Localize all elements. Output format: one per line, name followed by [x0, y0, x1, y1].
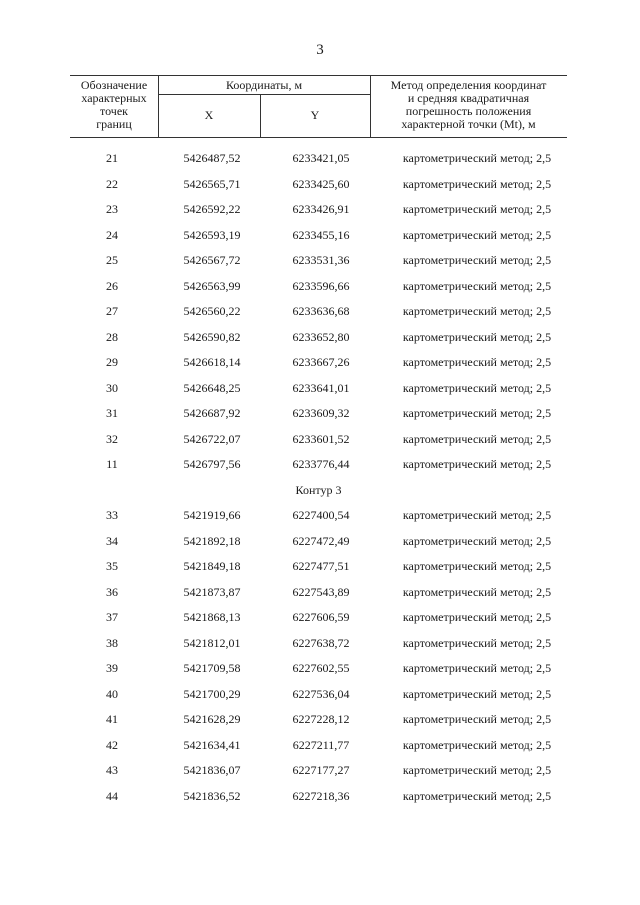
point-id: 31 [106, 406, 118, 420]
table-row [70, 733, 567, 759]
table-row [70, 248, 567, 274]
point-id: 26 [106, 278, 118, 293]
point-id: 22 [106, 176, 118, 191]
point-id: 44 [106, 788, 118, 803]
coord-x: 5426648,25 [183, 380, 241, 395]
method-cell: картометрический метод; 2,5 [402, 151, 552, 165]
coord-y: 6233609,32 [292, 406, 350, 420]
table-row [70, 197, 567, 223]
point-id: 37 [106, 610, 118, 624]
method-cell: картометрический метод; 2,5 [402, 661, 552, 675]
coord-y: 6233455,16 [292, 227, 350, 242]
point-id: 42 [106, 737, 118, 752]
point-id: 33 [106, 508, 118, 522]
coord-y: 6227218,36 [292, 788, 350, 803]
coord-y: 6233636,68 [292, 304, 350, 318]
coord-y: 6227536,04 [292, 686, 350, 701]
method-cell: картометрический метод; 2,5 [402, 533, 552, 548]
coord-y: 6233596,66 [292, 278, 350, 293]
coord-x: 5426722,07 [183, 431, 241, 446]
method-cell: картометрический метод; 2,5 [402, 380, 552, 395]
coord-y: 6227177,27 [292, 763, 350, 777]
table-row [70, 350, 567, 376]
point-id: 11 [106, 457, 118, 471]
coord-x: 5421868,13 [183, 610, 241, 624]
coord-x: 5426593,19 [183, 227, 241, 242]
coord-x: 5421628,29 [183, 712, 241, 726]
table-row [70, 707, 567, 733]
table-row [70, 605, 567, 631]
coord-y: 6233652,80 [292, 329, 350, 344]
coord-x: 5426487,52 [183, 151, 241, 165]
coord-x: 5426563,99 [183, 278, 241, 293]
coord-y: 6227606,59 [292, 610, 350, 624]
coord-x: 5421836,07 [183, 763, 241, 777]
header-y: Y [310, 108, 320, 122]
method-cell: картометрический метод; 2,5 [402, 763, 552, 777]
table-header [70, 75, 567, 138]
point-id: 41 [106, 712, 118, 726]
coord-y: 6233421,05 [292, 151, 350, 165]
table-row [70, 325, 567, 351]
coord-y: 6233531,36 [292, 253, 350, 267]
coord-y: 6227543,89 [292, 584, 350, 599]
coord-x: 5426797,56 [183, 457, 241, 471]
coord-x: 5421812,01 [183, 635, 241, 650]
coord-x: 5426560,22 [183, 304, 241, 318]
coord-y: 6233641,01 [292, 380, 350, 395]
contour-rows [70, 146, 567, 478]
point-id: 36 [106, 584, 118, 599]
coord-y: 6227472,49 [292, 533, 350, 548]
table-row [70, 376, 567, 402]
method-cell: картометрический метод; 2,5 [402, 355, 552, 369]
coord-y: 6233426,91 [292, 202, 350, 216]
coord-x: 5426567,72 [183, 253, 241, 267]
table-row [70, 656, 567, 682]
point-id: 25 [106, 253, 118, 267]
method-cell: картометрический метод; 2,5 [402, 686, 552, 701]
coord-x: 5421892,18 [183, 533, 241, 548]
contour-label: Контур 3 [295, 482, 342, 497]
method-cell: картометрический метод; 2,5 [402, 329, 552, 344]
header-method: Метод определения координат и средняя квадратичная погрешность положения характерной точки (Mt), м [390, 78, 547, 131]
method-cell: картометрический метод; 2,5 [402, 406, 552, 420]
method-cell: картометрический метод; 2,5 [402, 610, 552, 624]
point-id: 32 [106, 431, 118, 446]
coord-x: 5421709,58 [183, 661, 241, 675]
coord-y: 6227602,55 [292, 661, 350, 675]
table-row [70, 631, 567, 657]
table-row [70, 784, 567, 810]
method-cell: картометрический метод; 2,5 [402, 202, 552, 216]
point-id: 28 [106, 329, 118, 344]
coord-x: 5421919,66 [183, 508, 241, 522]
table-row [70, 529, 567, 555]
coord-x: 5426565,71 [183, 176, 241, 191]
method-cell: картометрический метод; 2,5 [402, 457, 552, 471]
coord-y: 6227477,51 [292, 559, 350, 573]
method-cell: картометрический метод; 2,5 [402, 227, 552, 242]
point-id: 38 [106, 635, 118, 650]
coord-x: 5421836,52 [183, 788, 241, 803]
coord-x: 5426618,14 [183, 355, 241, 369]
point-id: 35 [106, 559, 118, 573]
coord-y: 6227211,77 [292, 737, 350, 752]
method-cell: картометрический метод; 2,5 [402, 712, 552, 726]
contour-3-rows [70, 503, 567, 809]
method-cell: картометрический метод; 2,5 [402, 635, 552, 650]
table-row [70, 580, 567, 606]
header-x: X [204, 108, 214, 122]
point-id: 29 [106, 355, 118, 369]
coord-y: 6227228,12 [292, 712, 350, 726]
coord-y: 6233667,26 [292, 355, 350, 369]
header-point-designation: Обозначение характерных точек границ [80, 78, 148, 131]
coord-x: 5421634,41 [183, 737, 241, 752]
point-id: 23 [106, 202, 118, 216]
method-cell: картометрический метод; 2,5 [402, 788, 552, 803]
page-number: 3 [316, 42, 324, 58]
method-cell: картометрический метод; 2,5 [402, 176, 552, 191]
method-cell: картометрический метод; 2,5 [402, 508, 552, 522]
table-row [70, 427, 567, 453]
table-body [70, 146, 567, 809]
table-row [70, 554, 567, 580]
point-id: 24 [106, 227, 118, 242]
coord-y: 6233776,44 [292, 457, 350, 471]
header-coordinates: Координаты, м [225, 78, 303, 92]
point-id: 27 [106, 304, 118, 318]
method-cell: картометрический метод; 2,5 [402, 431, 552, 446]
coord-y: 6227638,72 [292, 635, 350, 650]
table-row [70, 274, 567, 300]
coord-x: 5426687,92 [183, 406, 241, 420]
coord-x: 5426590,82 [183, 329, 241, 344]
coord-x: 5426592,22 [183, 202, 241, 216]
point-id: 21 [106, 151, 118, 165]
coord-y: 6233425,60 [292, 176, 350, 191]
method-cell: картометрический метод; 2,5 [402, 253, 552, 267]
coord-x: 5421700,29 [183, 686, 241, 701]
table-row [70, 299, 567, 325]
header-divider [158, 94, 370, 95]
point-id: 34 [106, 533, 118, 548]
point-id: 30 [106, 380, 118, 395]
table-row [70, 682, 567, 708]
coord-y: 6233601,52 [292, 431, 350, 446]
table-row [70, 172, 567, 198]
method-cell: картометрический метод; 2,5 [402, 584, 552, 599]
coord-y: 6227400,54 [292, 508, 350, 522]
coord-x: 5421849,18 [183, 559, 241, 573]
table-row [70, 223, 567, 249]
table-row [70, 503, 567, 529]
method-cell: картометрический метод; 2,5 [402, 304, 552, 318]
table-row [70, 452, 567, 478]
point-id: 43 [106, 763, 118, 777]
method-cell: картометрический метод; 2,5 [402, 278, 552, 293]
table-row [70, 146, 567, 172]
table-row [70, 401, 567, 427]
method-cell: картометрический метод; 2,5 [402, 559, 552, 573]
point-id: 39 [106, 661, 118, 675]
point-id: 40 [106, 686, 118, 701]
method-cell: картометрический метод; 2,5 [402, 737, 552, 752]
coord-x: 5421873,87 [183, 584, 241, 599]
table-row [70, 758, 567, 784]
